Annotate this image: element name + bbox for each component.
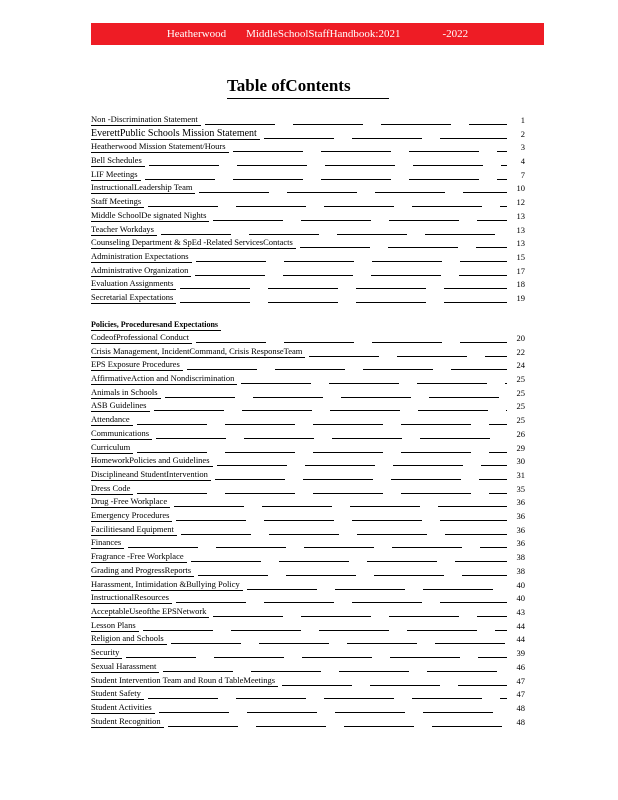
toc-entry-page: 15 [516, 252, 525, 262]
toc-entry[interactable] [91, 209, 525, 222]
toc-entry-page: 47 [516, 676, 525, 686]
toc-leader-line [241, 383, 507, 384]
toc-entry[interactable] [91, 236, 525, 249]
toc-entry-label: Attendance [91, 414, 133, 426]
toc-entry-page: 48 [516, 717, 525, 727]
toc-entry-label: Administration Expectations [91, 251, 192, 263]
toc-leader-line [196, 261, 508, 262]
toc-leader-line [137, 493, 507, 494]
toc-entry[interactable] [91, 127, 525, 140]
banner-year: -2022 [442, 28, 469, 40]
toc-leader-line [176, 602, 507, 603]
toc-entry[interactable] [91, 523, 525, 536]
banner-school: Heatherwood [166, 28, 227, 40]
toc-leader-line [149, 165, 507, 166]
toc-entry-label: Animals in Schools [91, 387, 161, 399]
toc-entry-label: Grading and ProgressReports [91, 565, 194, 577]
toc-entry-page: 30 [516, 456, 525, 466]
toc-entry-page: 13 [516, 238, 525, 248]
toc-entry-page: 25 [516, 388, 525, 398]
toc-leader-line [168, 726, 507, 727]
toc-entry[interactable] [91, 413, 525, 426]
toc-section-heading[interactable] [91, 318, 525, 331]
toc-entry[interactable] [91, 250, 525, 263]
toc-entry[interactable] [91, 454, 525, 467]
toc-entry[interactable] [91, 399, 525, 412]
toc-entry-page: 2 [520, 129, 525, 139]
toc-entry-page: 46 [516, 662, 525, 672]
toc-entry-label: Curriculum [91, 442, 133, 454]
toc-entry-page: 44 [516, 621, 525, 631]
toc-entry-label: Bell Schedules [91, 155, 145, 167]
toc-entry-page: 19 [516, 293, 525, 303]
toc-leader-line [217, 465, 507, 466]
toc-entry-label: Student Safety [91, 688, 144, 700]
toc-entry-page: 25 [516, 374, 525, 384]
toc-entry-page: 13 [516, 225, 525, 235]
toc-entry-page: 22 [516, 347, 525, 357]
toc-entry-page: 40 [516, 593, 525, 603]
toc-entry-label: Harassment, Intimidation &Bullying Policy [91, 579, 243, 591]
toc-entry-page: 26 [516, 429, 525, 439]
toc-entry-page: 43 [516, 607, 525, 617]
toc-entry[interactable] [91, 195, 525, 208]
toc-entry[interactable] [91, 578, 525, 591]
toc-entry[interactable] [91, 687, 525, 700]
toc-entry-page: 47 [516, 689, 525, 699]
toc-entry[interactable] [91, 181, 525, 194]
toc-leader-line [163, 671, 507, 672]
toc-entry[interactable] [91, 660, 525, 673]
toc-leader-line [233, 151, 507, 152]
toc-entry-page: 44 [516, 634, 525, 644]
toc-entry-label: Emergency Procedures [91, 510, 172, 522]
toc-entry[interactable] [91, 277, 525, 290]
toc-entry-page: 10 [516, 183, 525, 193]
toc-entry-label: Drug -Free Workplace [91, 496, 170, 508]
toc-entry[interactable] [91, 550, 525, 563]
toc-entry-page: 1 [520, 115, 525, 125]
toc-entry-label: Finances [91, 537, 124, 549]
toc-entry-label: EverettPublic Schools Mission Statement [91, 128, 260, 140]
toc-leader-line [161, 234, 507, 235]
toc-entry[interactable] [91, 509, 525, 522]
toc-entry[interactable] [91, 715, 525, 728]
toc-leader-line [143, 630, 507, 631]
toc-entry[interactable] [91, 168, 525, 181]
toc-leader-line [176, 520, 507, 521]
toc-leader-line [196, 342, 507, 343]
toc-entry-label: Student Recognition [91, 716, 164, 728]
toc-entry-label: Secretarial Expectations [91, 292, 176, 304]
toc-leader-line [213, 616, 507, 617]
toc-entry-label: LIF Meetings [91, 169, 141, 181]
toc-entry-label: Student Activities [91, 702, 155, 714]
toc-entry-label: Middle SchoolDe signated Nights [91, 210, 209, 222]
toc-entry-label: Lesson Plans [91, 620, 139, 632]
toc-leader-line [187, 369, 507, 370]
toc-leader-line [126, 657, 507, 658]
toc-entry-page: 17 [516, 266, 525, 276]
toc-entry-page: 39 [516, 648, 525, 658]
toc-entry[interactable] [91, 591, 525, 604]
toc-entry-page: 7 [520, 170, 525, 180]
toc-leader-line [171, 643, 507, 644]
toc-entry-page: 36 [516, 525, 525, 535]
toc-leader-line [198, 575, 507, 576]
toc-entry[interactable] [91, 605, 525, 618]
toc-entry-page: 18 [516, 279, 525, 289]
toc-leader-line [154, 410, 508, 411]
toc-entry-label: Student Intervention Team and Roun d TableMeetings [91, 675, 278, 687]
toc-leader-line [165, 397, 507, 398]
toc-entry-page: 25 [516, 401, 525, 411]
toc-entry-label: Dress Code [91, 483, 133, 495]
toc-entry-label: ASB Guidelines [91, 400, 150, 412]
toc-entry-label: CodeofProfessional Conduct [91, 332, 192, 344]
toc-entry[interactable] [91, 536, 525, 549]
toc-entry[interactable] [91, 372, 525, 385]
toc-leader-line [309, 356, 507, 357]
toc-entry-label: Communications [91, 428, 152, 440]
toc-entry[interactable] [91, 358, 525, 371]
header-banner [91, 23, 544, 45]
toc-entry[interactable] [91, 291, 525, 304]
toc-leader-line [199, 192, 507, 193]
toc-leader-line [145, 179, 507, 180]
toc-entry-page: 4 [520, 156, 525, 166]
toc-leader-line [137, 424, 507, 425]
toc-entry[interactable] [91, 441, 525, 454]
toc-entry-label: Religion and Schools [91, 633, 167, 645]
toc-leader-line [148, 698, 507, 699]
toc-entry[interactable] [91, 674, 525, 687]
toc-entry-label: Teacher Workdays [91, 224, 157, 236]
toc-entry-label: EPS Exposure Procedures [91, 359, 183, 371]
toc-entry-page: 48 [516, 703, 525, 713]
toc-entry-label: Security [91, 647, 122, 659]
toc-entry-page: 12 [516, 197, 525, 207]
toc-entry-page: 29 [516, 443, 525, 453]
toc-leader-line [215, 479, 507, 480]
toc-leader-line [156, 438, 507, 439]
toc-entry-page: 38 [516, 566, 525, 576]
toc-entry-page: 36 [516, 497, 525, 507]
toc-entry-label: Staff Meetings [91, 196, 144, 208]
page-title: Table ofContents [227, 76, 389, 99]
toc-entry-label: HomeworkPolicies and Guidelines [91, 455, 213, 467]
toc-entry-page: 35 [516, 484, 525, 494]
toc-entry-page: 38 [516, 552, 525, 562]
toc-leader-line [181, 534, 507, 535]
toc-leader-line [195, 275, 507, 276]
toc-entry-label: InstructionalLeadership Team [91, 182, 195, 194]
toc-leader-line [300, 247, 507, 248]
toc-entry-page: 31 [516, 470, 525, 480]
toc-leader-line [159, 712, 507, 713]
toc-entry[interactable] [91, 632, 525, 645]
toc-entry-label: Counseling Department & SpEd -Related ServicesContacts [91, 237, 296, 249]
toc-entry-label: Disciplineand StudentIntervention [91, 469, 211, 481]
toc-entry[interactable] [91, 701, 525, 714]
toc-entry[interactable] [91, 427, 525, 440]
toc-entry-label: Heatherwood Mission Statement/Hours [91, 141, 229, 153]
toc-entry-label: Administrative Organization [91, 265, 191, 277]
toc-entry-page: 20 [516, 333, 525, 343]
toc-entry[interactable] [91, 345, 525, 358]
toc-entry[interactable] [91, 223, 525, 236]
toc-entry-page: 25 [516, 415, 525, 425]
toc-entry-page: 24 [516, 360, 525, 370]
toc-entry-label: Policies, Proceduresand Expectations [91, 319, 221, 331]
toc-entry-label: AcceptableUseofthe EPSNetwork [91, 606, 209, 618]
toc-entry[interactable] [91, 646, 525, 659]
toc-entry[interactable] [91, 495, 525, 508]
toc-entry-page: 36 [516, 538, 525, 548]
toc-entry-label: Evaluation Assignments [91, 278, 176, 290]
toc-entry-page: 36 [516, 511, 525, 521]
toc-entry-label: Fragrance -Free Workplace [91, 551, 187, 563]
toc-entry-label: AffirmativeAction and Nondiscrimination [91, 373, 237, 385]
toc-entry[interactable] [91, 154, 525, 167]
toc-leader-line [264, 138, 507, 139]
toc-entry-page: 40 [516, 580, 525, 590]
toc-entry-page: 3 [520, 142, 525, 152]
toc-entry[interactable] [91, 113, 525, 126]
toc-leader-line [213, 220, 507, 221]
toc-leader-line [148, 206, 507, 207]
toc-leader-line [180, 302, 507, 303]
banner-handbook: MiddleSchoolStaffHandbook:2021 [246, 28, 401, 40]
toc-entry-page: 13 [516, 211, 525, 221]
toc-entry[interactable] [91, 331, 525, 344]
toc-leader-line [180, 288, 507, 289]
toc-leader-line [282, 685, 507, 686]
toc-leader-line [128, 547, 507, 548]
toc-entry-label: Sexual Harassment [91, 661, 159, 673]
toc-leader-line [174, 506, 507, 507]
toc-entry-label: InstructionalResources [91, 592, 172, 604]
toc-leader-line [191, 561, 507, 562]
toc-leader-line [205, 124, 507, 125]
toc-entry[interactable] [91, 619, 525, 632]
toc-leader-line [247, 589, 507, 590]
toc-entry[interactable] [91, 564, 525, 577]
toc-entry[interactable] [91, 386, 525, 399]
toc-entry[interactable] [91, 140, 525, 153]
toc-entry[interactable] [91, 468, 525, 481]
toc-entry[interactable] [91, 264, 525, 277]
toc-entry-label: Non -Discrimination Statement [91, 114, 201, 126]
toc-entry[interactable] [91, 482, 525, 495]
toc-entry-label: Facilitiesand Equipment [91, 524, 177, 536]
toc-entry-label: Crisis Management, IncidentCommand, Crisis ResponseTeam [91, 346, 305, 358]
toc-leader-line [137, 452, 507, 453]
